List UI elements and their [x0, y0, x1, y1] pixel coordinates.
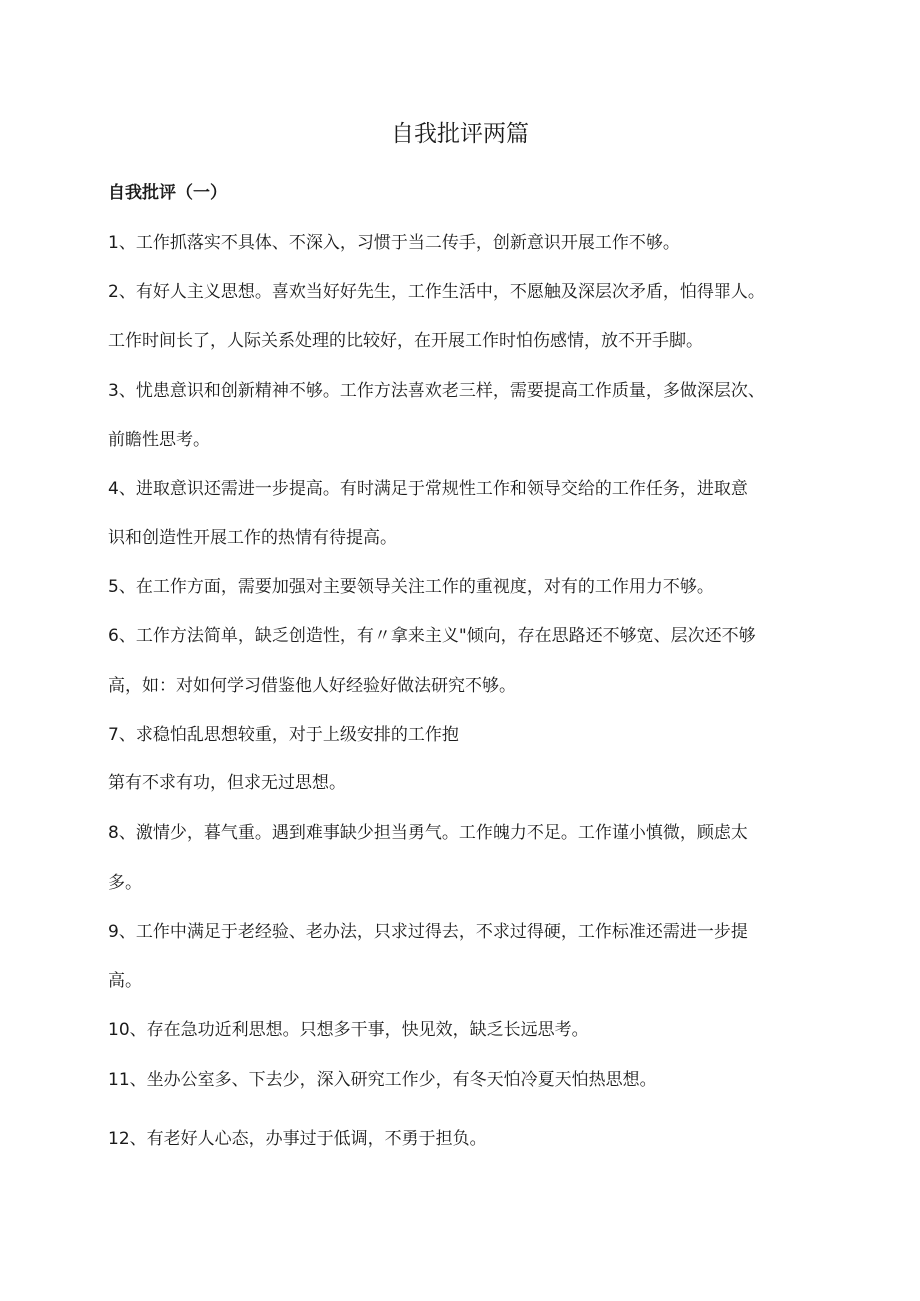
paragraph-line: 识和创造性开展工作的热情有待提高。: [108, 528, 397, 548]
paragraph-line: 6、工作方法简单，缺乏创造性，有〃拿来主义"倾向，存在思路还不够宽、层次还不够: [108, 626, 756, 646]
paragraph-line: 多。: [108, 873, 142, 893]
paragraph-line: 8、激情少，暮气重。遇到难事缺少担当勇气。工作魄力不足。工作谨小慎微，顾虑太: [108, 823, 748, 843]
paragraph-line: 12、有老好人心态，办事过于低调，不勇于担负。: [108, 1129, 487, 1149]
paragraph-line: 7、求稳怕乱思想较重，对于上级安排的工作抱: [108, 725, 459, 745]
paragraph-line: 前瞻性思考。: [108, 430, 210, 450]
paragraph-line: 5、在工作方面，需要加强对主要领导关注工作的重视度，对有的工作用力不够。: [108, 577, 714, 597]
paragraph-line: 高。: [108, 971, 142, 991]
paragraph-line: 10、存在急功近利思想。只想多干事，快见效，缺乏长远思考。: [108, 1020, 589, 1040]
paragraph-line: 2、有好人主义思想。喜欢当好好先生，工作生活中，不愿触及深层次矛盾，怕得罪人。: [108, 282, 765, 302]
paragraph-line: 9、工作中满足于老经验、老办法，只求过得去，不求过得硬，工作标准还需进一步提: [108, 922, 748, 942]
paragraph-line: 工作时间长了，人际关系处理的比较好，在开展工作时怕伤感情，放不开手脚。: [108, 331, 703, 351]
paragraph-line: 3、忧患意识和创新精神不够。工作方法喜欢老三样，需要提高工作质量，多做深层次、: [108, 381, 765, 401]
paragraph-line: 4、进取意识还需进一步提高。有时满足于常规性工作和领导交给的工作任务，进取意: [108, 479, 748, 499]
section-heading: 自我批评（一）: [108, 183, 227, 203]
paragraph-line: 高，如：对如何学习借鉴他人好经验好做法研究不够。: [108, 676, 516, 696]
paragraph-line: 11、坐办公室多、下去少，深入研究工作少，有冬天怕冷夏天怕热思想。: [108, 1070, 657, 1090]
paragraph-line: 第有不求有功，但求无过思想。: [108, 773, 346, 793]
paragraph-line: 1、工作抓落实不具体、不深入，习惯于当二传手，创新意识开展工作不够。: [108, 233, 680, 253]
document-title: 自我批评两篇: [391, 121, 529, 147]
